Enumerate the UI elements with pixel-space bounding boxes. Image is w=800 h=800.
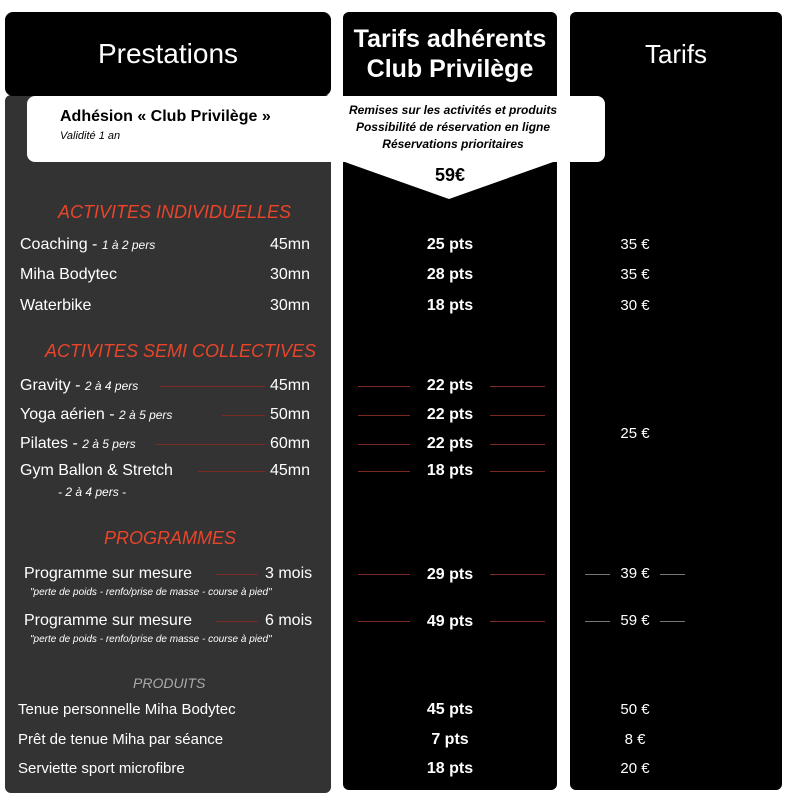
- programme-row-duration: 3 mois: [265, 565, 313, 582]
- semi-pts-leader-right: [490, 415, 545, 416]
- individual-row-label: Coaching -: [20, 236, 102, 253]
- programme-row-pts: 49 pts: [426, 613, 474, 630]
- programme-price-leader-right: [660, 621, 685, 622]
- semi-row-pts: 22 pts: [426, 406, 474, 423]
- membership-validity: Validité 1 an: [60, 130, 121, 142]
- semi-row-leader: [160, 386, 265, 387]
- semi-row-pts: 22 pts: [426, 377, 474, 394]
- produit-row-price: 20 €: [620, 760, 650, 777]
- individual-row-price: 35 €: [620, 266, 650, 283]
- programme-pts-leader-right: [490, 574, 545, 575]
- individual-row-duration: 30mn: [270, 266, 311, 283]
- programme-row-price: 59 €: [620, 612, 650, 629]
- semi-row-detail: 2 à 5 pers: [82, 437, 136, 451]
- individual-row-price: 30 €: [620, 297, 650, 314]
- membership-title: Adhésion « Club Privilège »: [60, 108, 271, 125]
- semi-row-label: Yoga aérien -: [20, 406, 120, 423]
- individual-row-price: 35 €: [620, 236, 650, 253]
- programme-row-name: Programme sur mesure: [24, 565, 193, 582]
- produit-row-price: 8 €: [624, 731, 646, 748]
- membership-benefit-2: Possibilité de réservation en ligne: [355, 120, 551, 134]
- section-programmes-title: PROGRAMMES: [104, 528, 237, 548]
- programme-row-leader: [216, 621, 258, 622]
- produit-row-price: 50 €: [620, 701, 650, 718]
- semi-row-duration: 50mn: [270, 406, 311, 423]
- section-produits-title: PRODUITS: [133, 675, 206, 691]
- semi-row-name: Gym Ballon & Stretch: [20, 462, 173, 479]
- membership-price: 59€: [434, 165, 466, 185]
- semi-pts-leader-right: [490, 471, 545, 472]
- semi-row-detail: 2 à 5 pers: [119, 408, 173, 422]
- individual-row-name: [20, 236, 155, 254]
- prestations-header-label: Prestations: [97, 38, 239, 69]
- adherents-header-line1: Tarifs adhérents: [353, 25, 547, 53]
- programme-row-name: Programme sur mesure: [24, 612, 193, 629]
- programme-row-detail: "perte de poids - renfo/prise de masse - course à pied": [30, 634, 272, 645]
- individual-row-name: Miha Bodytec: [20, 266, 117, 283]
- prestations-header: [5, 12, 331, 96]
- produit-row-name: Prêt de tenue Miha par séance: [18, 731, 224, 748]
- semi-shared-price: 25 €: [620, 425, 650, 442]
- produit-row-name: Serviette sport microfibre: [18, 760, 185, 777]
- semi-row-detail: 2 à 4 pers: [84, 379, 139, 393]
- adherents-header-line2: Club Privilège: [366, 55, 534, 83]
- individual-row-pts: 25 pts: [426, 236, 474, 253]
- semi-row-name: [20, 435, 136, 453]
- programme-pts-leader-right: [490, 621, 545, 622]
- semi-row-duration: 45mn: [270, 462, 311, 479]
- programme-row-detail: "perte de poids - renfo/prise de masse - course à pied": [30, 587, 272, 598]
- semi-pts-leader-right: [490, 386, 545, 387]
- membership-benefit-1: Remises sur les activités et produits: [348, 103, 558, 117]
- programme-row-leader: [216, 574, 258, 575]
- programme-row-duration: 6 mois: [265, 612, 313, 629]
- semi-row-pts: 22 pts: [426, 435, 474, 452]
- produit-row-name: Tenue personnelle Miha Bodytec: [18, 701, 236, 718]
- semi-row-label: Gravity -: [20, 377, 85, 394]
- individual-row-duration: 45mn: [270, 236, 311, 253]
- semi-row-duration: 60mn: [270, 435, 311, 452]
- produit-row-pts: 45 pts: [426, 701, 474, 718]
- semi-row-name: [20, 406, 172, 424]
- produit-row-pts: 18 pts: [426, 760, 474, 777]
- programme-row-price: 39 €: [620, 565, 650, 582]
- semi-row-label: Pilates -: [20, 435, 83, 452]
- individual-row-name: Waterbike: [20, 297, 92, 314]
- produit-row-pts: 7 pts: [431, 731, 469, 748]
- individual-row-pts: 18 pts: [426, 297, 474, 314]
- semi-pts-leader-right: [490, 444, 545, 445]
- semi-row-leader: [222, 415, 265, 416]
- tarifs-header-label: Tarifs: [644, 38, 708, 69]
- semi-row-duration: 45mn: [270, 377, 311, 394]
- programme-price-leader-right: [660, 574, 685, 575]
- membership-banner: [27, 96, 605, 162]
- section-individual-title: ACTIVITES INDIVIDUELLES: [58, 202, 292, 222]
- individual-row-duration: 30mn: [270, 297, 311, 314]
- semi-row-name: [20, 377, 138, 395]
- individual-row-pts: 28 pts: [426, 266, 474, 283]
- tarifs-header: [570, 12, 782, 96]
- semi-row-leader: [198, 471, 265, 472]
- semi-row-detail: - 2 à 4 pers -: [58, 485, 127, 499]
- section-semi-title: ACTIVITES SEMI COLLECTIVES: [45, 341, 317, 361]
- semi-row-leader: [155, 444, 265, 445]
- programme-row-pts: 29 pts: [426, 566, 474, 583]
- adherents-header: [343, 12, 557, 96]
- individual-row-detail: 1 à 2 pers: [101, 238, 156, 252]
- semi-row-pts: 18 pts: [426, 462, 474, 479]
- membership-benefit-3: Réservations prioritaires: [382, 137, 524, 151]
